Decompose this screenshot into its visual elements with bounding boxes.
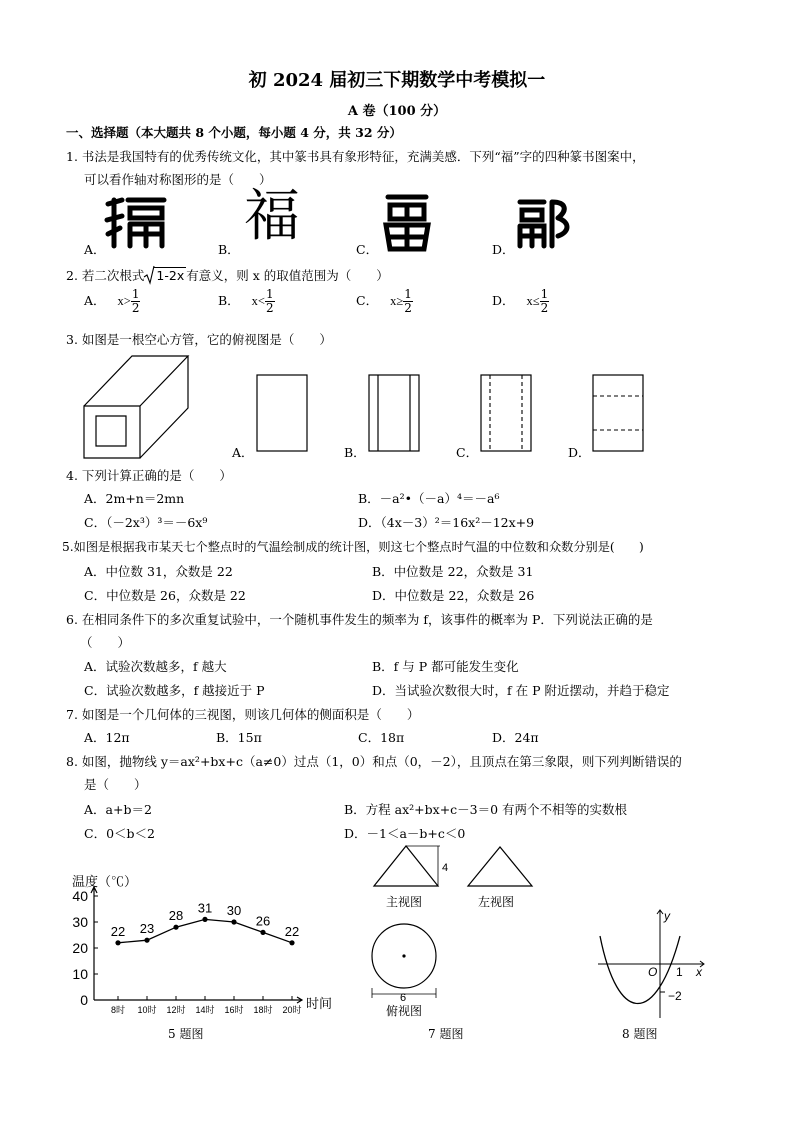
q1-line1: 1. 书法是我国特有的优秀传统文化，其中篆书具有象形特征，充满美感．下列“福”字的四种篆书图案中， (66, 149, 645, 164)
q2-option-c: C． x≥ $\frac{1}{2}$ (356, 287, 412, 315)
chart-data-point (260, 930, 265, 935)
q8-line1: 8. 如图，抛物线 y＝ax²+bx+c（a≠0）过点（1，0）和点（0，－2），且顶点在第三象限，则下列判断错误的 (66, 754, 682, 769)
fig8-caption: 8 题图 (622, 1027, 658, 1041)
q2-pre: 2. 若二次根式 (66, 268, 145, 283)
q4-option-d: D．（4x－3）²＝16x²－12x+9 (358, 515, 535, 530)
q4-option-a: A．2m+n＝2mn (84, 491, 185, 506)
fig8-parabola-graph (592, 906, 712, 1022)
q6-line1: 6. 在相同条件下的多次重复试验中，一个随机事件发生的频率为 f，该事件的概率为 P．下列说法正确的是 (66, 612, 653, 627)
q5-option-d: D．中位数是 22，众数是 26 (372, 588, 535, 603)
fig8-x-label: x (696, 965, 702, 979)
chart-data-point (202, 917, 207, 922)
chart-x-tick-label: 12时 (166, 1005, 186, 1015)
fig7-left-label: 左视图 (478, 895, 515, 909)
q4-option-b: B．－a²•（－a）⁴＝－a⁶ (358, 491, 500, 506)
chart-data-point (231, 919, 236, 924)
chart-x-tick-label: 10时 (137, 1005, 157, 1015)
chart-x-tick-label: 18时 (253, 1005, 273, 1015)
q2-option-d: D． x≤ $\frac{1}{2}$ (492, 287, 549, 315)
q7-option-b: B．15π (216, 730, 262, 745)
q6-line2: （ ） (80, 635, 131, 650)
chart-data-label: 30 (226, 903, 242, 918)
chart-y-tick-label: 40 (72, 888, 88, 904)
q6-option-b: B．f 与 P 都可能发生变化 (372, 659, 519, 674)
q1-glyph-b: 福 (244, 184, 300, 249)
q8-option-c: C．0＜b＜2 (84, 826, 155, 841)
fig7-width-label: 6 (400, 992, 407, 1002)
chart-x-tick-label: 14时 (195, 1005, 215, 1015)
fig8-one-label: 1 (676, 965, 683, 979)
chart-x-tick-label: 20时 (282, 1005, 302, 1015)
q7-option-d: D．24π (492, 730, 539, 745)
chart-y-tick-label: 30 (72, 914, 88, 930)
chart-data-point (115, 940, 120, 945)
chart-y-tick-label: 10 (72, 966, 88, 982)
chart-ylabel: 温度（℃） (72, 874, 138, 889)
section-heading: 一、选择题（本大题共 8 个小题，每小题 4 分，共 32 分） (66, 125, 402, 140)
q4-stem: 4. 下列计算正确的是（ ） (66, 468, 232, 483)
q2-radical (144, 268, 186, 283)
q8-option-a: A．a+b＝2 (84, 802, 152, 817)
fig7-front-label: 主视图 (386, 895, 423, 909)
fig7-front-view (370, 842, 452, 892)
q6-option-d: D．当试验次数很大时，f 在 P 附近摆动，并趋于稳定 (372, 683, 670, 698)
chart-x-tick-label: 16时 (224, 1005, 244, 1015)
q8-option-d: D．－1＜a－b+c＜0 (344, 826, 466, 841)
q1-glyph-a (104, 196, 168, 250)
fig7-caption: 7 题图 (428, 1027, 464, 1041)
q1-glyph-d (516, 196, 572, 250)
fig8-neg2-label: −2 (668, 989, 682, 1003)
q7-option-a: A．12π (84, 730, 130, 745)
chart-x-tick-label: 8时 (110, 1005, 126, 1015)
chart-y-tick-label: 0 (80, 992, 88, 1008)
q1-option-d: D． (492, 242, 515, 257)
q2-option-a: A． x> $\frac{1}{2}$ (84, 287, 140, 315)
q5-option-c: C．中位数是 26，众数是 22 (84, 588, 246, 603)
q3-option-d-figure (592, 374, 644, 454)
q1-line2: 可以看作轴对称图形的是（ ） (84, 172, 272, 187)
q3-option-b: B． (344, 445, 366, 460)
chart-xlabel: 时间 (306, 996, 333, 1011)
q6-option-a: A．试验次数越多，f 越大 (84, 659, 227, 674)
chart-data-label: 23 (139, 921, 155, 937)
chart-data-label: 31 (197, 900, 213, 916)
q5-stem: 5.如图是根据我市某天七个整点时的气温绘制成的统计图，则这七个整点时气温的中位数和众数分别是( ) (62, 540, 644, 554)
q2-option-b: B． x< $\frac{1}{2}$ (218, 287, 274, 315)
chart-data-label: 26 (255, 913, 271, 929)
page-title: 初 2024 届初三下期数学中考模拟一 (248, 70, 546, 91)
q1-option-b: B． (218, 242, 240, 257)
chart-data-label: 22 (110, 923, 126, 939)
chart-data-label: 22 (284, 923, 300, 939)
fig5-caption: 5 题图 (168, 1027, 204, 1041)
q7-option-c: C．18π (358, 730, 405, 745)
q2-stem (66, 266, 389, 284)
q1-option-c: C． (356, 242, 379, 257)
chart-y-tick-label: 20 (72, 940, 88, 956)
q8-option-b: B．方程 ax²+bx+c－3＝0 有两个不相等的实数根 (344, 802, 628, 817)
page-subtitle: A 卷（100 分） (347, 104, 447, 119)
sqrt-icon (143, 265, 155, 285)
q1-glyph-c (380, 193, 434, 253)
q5-option-a: A．中位数 31，众数是 22 (84, 564, 233, 579)
q3-option-c: C． (456, 445, 479, 460)
q7-stem: 7. 如图是一个几何体的三视图，则该几何体的侧面积是（ ） (66, 707, 420, 722)
q3-option-c-figure (480, 374, 532, 454)
chart-data-point (173, 925, 178, 930)
q6-option-c: C．试验次数越多，f 越接近于 P (84, 683, 265, 698)
fig7-left-view (466, 844, 536, 890)
q2-post: 有意义，则 x 的取值范围为（ ） (186, 268, 389, 283)
fig7-top-view (368, 920, 444, 1002)
temperature-line-chart (60, 868, 350, 1018)
q3-option-d: D． (568, 445, 591, 460)
q8-line2: 是（ ） (84, 777, 147, 792)
chart-data-label: 28 (168, 908, 184, 924)
q3-option-a: A． (232, 445, 254, 460)
fig7-height-label: 4 (442, 862, 449, 874)
q3-stem: 3. 如图是一根空心方管，它的俯视图是（ ） (66, 332, 332, 347)
q4-option-c: C．（－2x³）³＝－6x⁹ (84, 515, 208, 530)
chart-data-point (144, 938, 149, 943)
q3-option-a-figure (256, 374, 308, 454)
q1-option-a: A． (84, 242, 106, 257)
fig8-origin-label: O (648, 965, 658, 979)
q3-option-b-figure (368, 374, 420, 454)
fig8-y-label: y (664, 909, 670, 923)
chart-data-point (289, 940, 294, 945)
q2-radicand: 1-2x (156, 268, 185, 283)
q3-hollow-tube-figure (80, 352, 192, 462)
fig7-top-label: 俯视图 (386, 1004, 423, 1018)
q5-option-b: B．中位数是 22，众数是 31 (372, 564, 534, 579)
